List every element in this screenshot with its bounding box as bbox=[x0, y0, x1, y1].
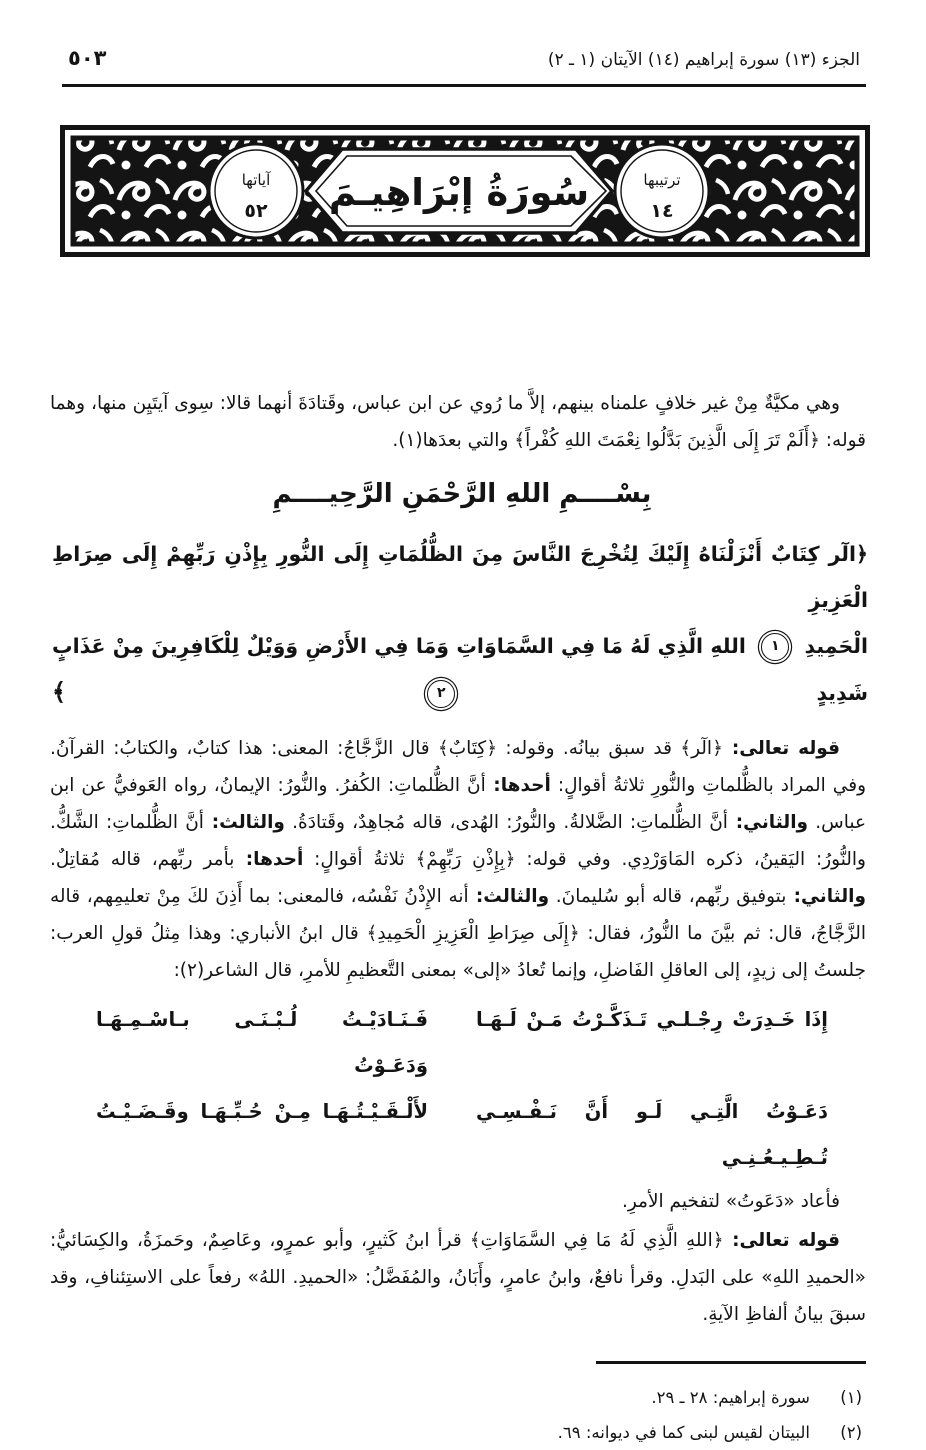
footnote-text: البيتان لقيس لبنى كما في ديوانه: ٦٩. bbox=[557, 1422, 810, 1442]
poem-hemistich-1-left: فَـنَـادَيْـتُ لُـبْـنَـى بـاسْـمِـهَـا وَدَعَـوْتُ bbox=[96, 1008, 428, 1077]
order-medallion-value: ١٤ bbox=[650, 200, 674, 222]
verse-line-1: ﴿الٓر كِتَابٌ أَنْزَلْنَاهُ إِلَيْكَ لِتُخْرِجَ النَّاسَ مِنَ الظُّلُمَاتِ إِلَى النُّورِ بِإِذْنِ رَبِّهِمْ إِلَى صِرَاطِ الْعَزِيزِ bbox=[52, 542, 868, 612]
footnote-text: سورة إبراهيم: ٢٨ ـ ٢٩. bbox=[651, 1387, 810, 1407]
volume-info: الجزء (١٣) سورة إبراهيم (١٤) الآيتان (١ ـ ٢) bbox=[547, 50, 860, 70]
footnote-item bbox=[48, 1415, 862, 1450]
verse-closing-bracket: ﴾ bbox=[52, 678, 67, 706]
order-medallion bbox=[615, 144, 709, 238]
footnote-item bbox=[48, 1380, 862, 1415]
footnote-number: (٢) bbox=[840, 1422, 862, 1442]
surah-banner-art bbox=[60, 125, 870, 257]
ayah-number-2: ٢ bbox=[427, 680, 455, 708]
verse-line-2-middle: اللهِ الَّذِي لَهُ مَا فِي السَّمَاوَاتِ وَمَا فِي الأَرْضِ وَوَيْلٌ لِلْكَافِرِينَ مِنْ عَذَابٍ شَدِيدٍ bbox=[52, 634, 869, 705]
poem-conclusion: فأعاد «دَعَوتُ» لتفخيم الأمرِ. bbox=[621, 1191, 840, 1212]
title-cartouche bbox=[306, 149, 612, 233]
ayah-number-1: ١ bbox=[761, 633, 789, 661]
surah-title: سُورَةُ إبْرَاهِيـمَ bbox=[328, 171, 590, 214]
header-rule bbox=[62, 84, 866, 87]
poem-row-1 bbox=[48, 997, 876, 1089]
poem-hemistich-2-right: دَعَـوْتُ الَّتِـي لَـو أَنَّ نَـفْـسِـي تُـطِـيـعُـنِـي bbox=[476, 1100, 828, 1169]
poem-row-2 bbox=[48, 1089, 876, 1181]
footnote-divider bbox=[596, 1361, 866, 1364]
commentary-paragraph-2: قوله تعالى: ﴿اللهِ الَّذِي لَهُ مَا فِي السَّمَاوَاتِ﴾ قرأ ابنُ كَثيرٍ، وأبو عمرٍو، وعَاصِمٌ، وحَمزَةُ، والكِسَائيُّ: «الحميدِ اللهِ» على البَدلِ. وقرأ نافعٌ، وابنُ عامرٍ، وأَبَانُ، والمُفَضَّلُ: «الحميدِ. اللهُ» رفعاً على الاستِئنافِ، وقد سبقَ بيانُ ألفاظِ الآيةِ. bbox=[50, 1230, 866, 1325]
page-number: ٥٠٣ bbox=[68, 46, 107, 70]
ayat-medallion-value: ٥٢ bbox=[244, 200, 268, 222]
poem-hemistich-2-left: لأَلْـقَـيْـتُـهَـا مِـنْ حُـبِّـهَـا وقَـضَـيْـتُ bbox=[96, 1100, 428, 1123]
verse-line-2 bbox=[52, 623, 868, 716]
footnote-number: (١) bbox=[840, 1387, 862, 1407]
commentary-paragraph-1: قوله تعالى: ﴿الٓر﴾ قد سبق بيانُه. وقوله: ﴿كِتَابٌ﴾ قال الزَّجَّاجُ: المعنى: هذا كتابٌ، والكتابُ: القرآنُ. وفي المراد بالظُّلماتِ والنُّورِ ثلاثةُ أقوالٍ: أحدها: أنَّ الظُّلماتِ: الكُفرُ. والنُّورُ: الإيمانُ، رواه العَوفيُّ عن ابن عباس. والثاني: أنَّ الظُّلماتِ: الضَّلالةُ. والنُّورُ: الهُدى، قاله مُجاهِدٌ، وقَتادَةُ. والثالث: أنَّ الظُّلماتِ: الشَّكُّ. والنُّورُ: اليَقينُ، ذكره المَاوَرْدِي. وفي قوله: ﴿بِإِذْنِ رَبِّهِمْ﴾ ثلاثةُ أقوالٍ: أحدها: بأمر ربِّهم، قاله مُقاتِلٌ. والثاني: بتوفيق ربِّهم، قاله أبو سُليمانَ. والثالث: أنه الإِذْنُ نَفْسُه، فالمعنى: بما أَذِنَ لكَ مِنْ تعليمِهم، قاله الزَّجَّاجُ، قال: ثم بيَّنَ ما النُّورُ، فقال: ﴿إِلَى صِرَاطِ الْعَزِيزِ الْحَمِيدِ﴾ قال ابنُ الأنباري: وهذا مِثلُ قولِ العرب: جلستُ إلى زيدٍ، إلى العاقلِ الفَاضلِ، وإنما تُعادُ «إلى» بمعنى التَّعظيمِ للأمرِ، قال الشاعر(٢): bbox=[50, 738, 867, 981]
poem-hemistich-1-right: إِذَا خَـدِرَتْ رِجْـلـي تَـذَكَّـرْتُ مَـنْ لَـهَـا bbox=[476, 1008, 828, 1031]
ayat-medallion bbox=[209, 144, 303, 238]
order-medallion-label: ترتيبها bbox=[643, 171, 681, 189]
intro-paragraph: وهي مكيَّةٌ مِنْ غير خلافٍ علمناه بينهم، إلاَّ ما رُوي عن ابن عباس، وقَتادَةَ أنهما قالا: سِوى آيتَيِن منها، وهما قوله: ﴿أَلَمْ تَرَ إِلَى الَّذِينَ بَدَّلُوا نِعْمَتَ اللهِ كُفْراً﴾ والتي بعدَها(١). bbox=[50, 393, 866, 451]
surah-banner bbox=[58, 125, 870, 257]
verse-line-2-start: الْحَمِيدِ bbox=[804, 634, 868, 658]
basmala: بِسْــــمِ اللهِ الرَّحْمَنِ الرَّحِيــــمِ bbox=[272, 479, 652, 509]
poetry-block bbox=[48, 997, 876, 1181]
footnotes bbox=[48, 1380, 862, 1450]
page-header bbox=[48, 46, 876, 70]
ayat-medallion-label: آياتها bbox=[241, 171, 271, 189]
quran-verse bbox=[52, 531, 868, 716]
